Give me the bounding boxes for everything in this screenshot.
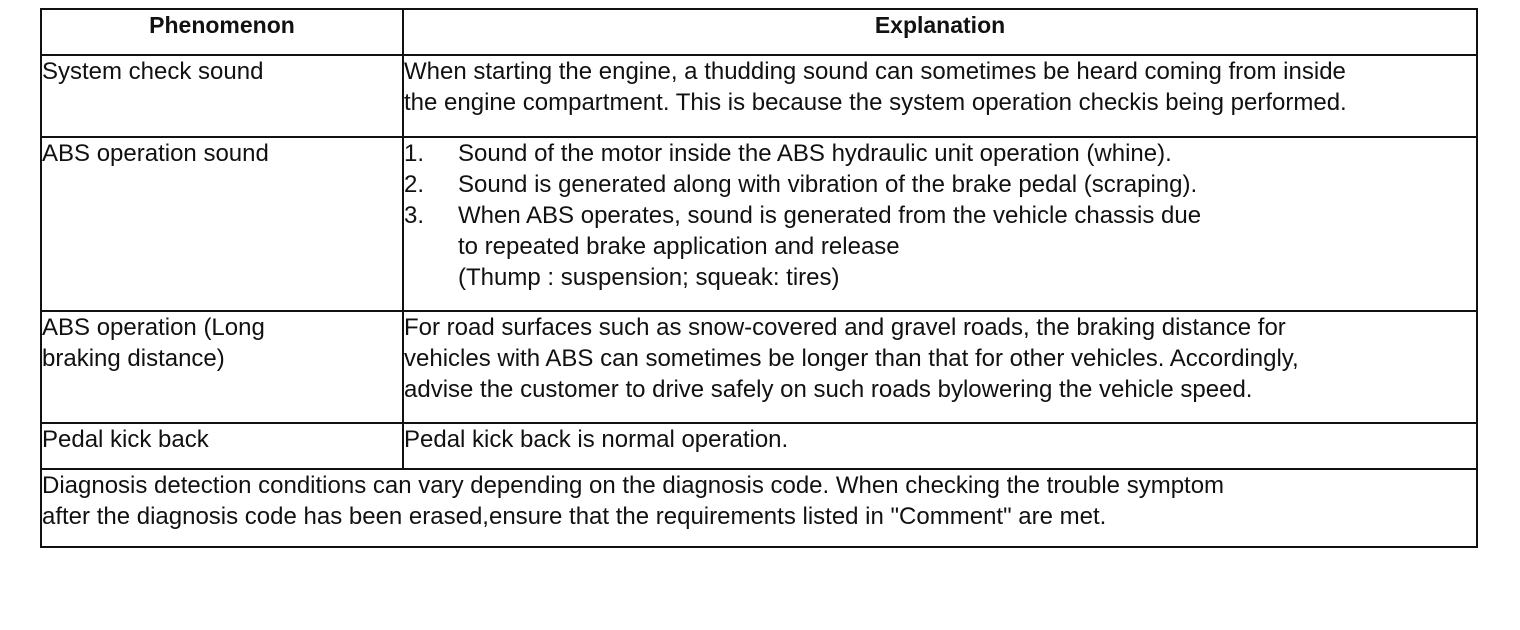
explanation-line: the engine compartment. This is because the system operation checkis being performed.	[404, 89, 1347, 116]
phenomenon-cell	[41, 55, 403, 137]
explanation-cell	[403, 55, 1477, 137]
diagnosis-note-cell	[41, 469, 1477, 547]
diagnosis-note-line: after the diagnosis code has been erased,ensure that the requirements listed in "Comment" are met.	[42, 503, 1107, 530]
explanation-line: vehicles with ABS can sometimes be longer than that for other vehicles. Accordingly,	[404, 345, 1299, 372]
explanation-line: When starting the engine, a thudding sound can sometimes be heard coming from inside	[404, 58, 1346, 85]
phenomenon-cell	[41, 423, 403, 469]
step-text: Sound of the motor inside the ABS hydraulic unit operation (whine).	[458, 140, 1172, 167]
phenomenon-text: ABS operation sound	[42, 140, 269, 167]
explanation-cell	[403, 137, 1477, 311]
table-header-row	[41, 9, 1477, 55]
step-text: When ABS operates, sound is generated from the vehicle chassis due	[458, 202, 1202, 229]
explanation-cell	[403, 311, 1477, 423]
explanation-line: Pedal kick back is normal operation.	[404, 426, 789, 453]
step-text: Sound is generated along with vibration of the brake pedal (scraping).	[458, 171, 1198, 198]
header-explanation: Explanation	[403, 9, 1477, 55]
explanation-line: advise the customer to drive safely on such roads bylowering the vehicle speed.	[404, 376, 1253, 403]
explanation-line: For road surfaces such as snow-covered and gravel roads, the braking distance for	[404, 314, 1286, 341]
explanation-cell	[403, 423, 1477, 469]
phenomenon-table-container	[40, 8, 1476, 548]
diagnosis-note-line: Diagnosis detection conditions can vary depending on the diagnosis code. When checking the trouble symptom	[42, 472, 1225, 499]
table-row	[41, 55, 1477, 137]
step-number: 2.	[404, 171, 425, 198]
phenomenon-text: ABS operation (Long	[42, 314, 265, 341]
table-footer-row	[41, 469, 1477, 547]
phenomenon-cell	[41, 311, 403, 423]
table-row	[41, 311, 1477, 423]
phenomenon-text: braking distance)	[42, 345, 225, 372]
list-item	[404, 138, 1476, 169]
table-row	[41, 423, 1477, 469]
list-item	[404, 169, 1476, 200]
step-number: 1.	[404, 140, 425, 167]
step-text: to repeated brake application and release	[458, 233, 900, 260]
phenomenon-text: Pedal kick back	[42, 426, 209, 453]
table-row	[41, 137, 1477, 311]
phenomenon-explanation-table	[40, 8, 1478, 548]
step-number: 3.	[404, 202, 425, 229]
step-note: (Thump : suspension; squeak: tires)	[458, 264, 840, 291]
phenomenon-cell	[41, 137, 403, 311]
abs-sound-steps-list	[404, 138, 1476, 262]
list-item	[404, 200, 1476, 262]
phenomenon-text: System check sound	[42, 58, 264, 85]
header-phenomenon: Phenomenon	[41, 9, 403, 55]
